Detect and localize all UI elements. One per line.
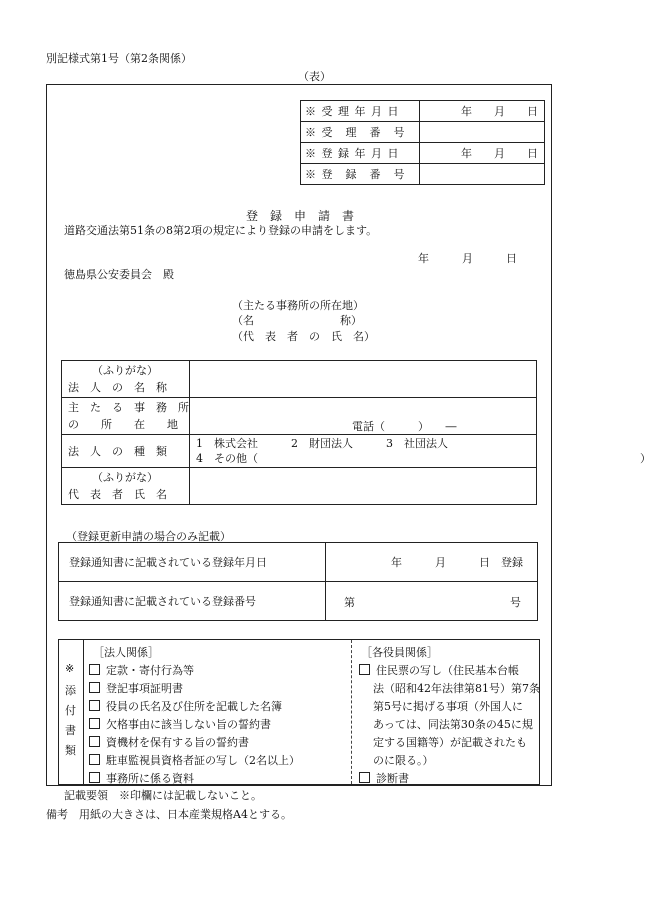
checkbox[interactable] — [89, 700, 100, 711]
application-statement: 道路交通法第51条の8第2項の規定により登録の申請をします。 — [64, 224, 378, 237]
checkbox-label-continued: のに限る。） — [373, 754, 434, 767]
corporation-type-label: 法 人 の 種 類 — [62, 435, 190, 468]
corporation-type-close: ） — [640, 452, 651, 465]
reception-date-field[interactable]: 年 月 日 — [420, 101, 545, 122]
registration-box — [300, 100, 545, 185]
checkbox[interactable] — [89, 754, 100, 765]
checkbox-label: 定款・寄付行為等 — [106, 664, 194, 677]
representative-name-label: 代 表 者 氏 名 — [68, 488, 167, 501]
checkbox-item[interactable] — [89, 752, 300, 768]
checkbox-label: 資機材を保有する旨の誓約書 — [106, 736, 249, 749]
office-address-field[interactable] — [190, 398, 537, 435]
checkbox-label-continued: 定する国籍等）が記載されたも — [373, 736, 527, 749]
checkbox-item[interactable] — [89, 716, 271, 732]
table-row — [62, 398, 537, 435]
attachments-side-char: 類 — [65, 744, 76, 757]
office-address-label-line2: の 所 在 地 — [68, 418, 178, 431]
checkbox[interactable] — [359, 664, 370, 675]
renewal-date-field[interactable]: 年 月 日 登録 — [326, 543, 538, 582]
checkbox[interactable] — [89, 736, 100, 747]
renewal-number-suffix: 号 — [510, 596, 521, 609]
corporation-name-field[interactable] — [190, 361, 537, 398]
corporation-type-options-1: 1 株式会社 2 財団法人 3 社団法人 — [196, 437, 448, 450]
document-title: 登 録 申 請 書 — [246, 209, 355, 223]
registration-row — [301, 143, 545, 164]
applicant-address-label: （主たる事務所の所在地） — [232, 299, 364, 312]
corporation-name-label-cell — [62, 361, 190, 398]
renewal-date-label: 登録通知書に記載されている登録年月日 — [59, 543, 326, 582]
checkbox-item[interactable] — [89, 680, 183, 696]
office-address-label-cell — [62, 398, 190, 435]
reception-number-field[interactable] — [420, 122, 545, 143]
checkbox[interactable] — [89, 664, 100, 675]
office-address-label-line1: 主 た る 事 務 所 — [68, 401, 189, 414]
checkbox-label: 登記事項証明書 — [106, 682, 183, 695]
phone-number-label: 電話（ ） ― — [352, 420, 457, 433]
corporation-name-furigana: （ふりがな） — [92, 364, 158, 377]
table-row — [59, 543, 538, 582]
checkbox-label-continued: あっては、同法第30条の45に規 — [373, 718, 533, 731]
registration-row — [301, 101, 545, 122]
attachments-column-divider — [351, 640, 352, 784]
renewal-number-field[interactable] — [326, 582, 538, 621]
corporation-info-table — [61, 360, 651, 505]
table-row — [62, 435, 537, 468]
registration-date-field[interactable]: 年 月 日 — [420, 143, 545, 164]
checkbox-item[interactable] — [89, 734, 249, 750]
table-row — [62, 361, 537, 398]
corporation-type-field[interactable] — [190, 435, 651, 468]
registration-number-field[interactable] — [420, 164, 545, 185]
applicant-representative-label: （代 表 者 の 氏 名） — [232, 330, 375, 343]
checkbox-label: 事務所に係る資料 — [106, 772, 194, 785]
renewal-number-prefix: 第 — [344, 596, 355, 609]
renewal-table — [58, 542, 538, 621]
checkbox-item[interactable] — [89, 662, 194, 678]
checkbox-label: 住民票の写し（住民基本台帳 — [376, 664, 519, 677]
attachments-side-char: 付 — [65, 704, 76, 717]
checkbox-label: 診断書 — [376, 772, 409, 785]
representative-name-label-cell — [62, 468, 190, 505]
corporation-name-label: 法 人 の 名 称 — [68, 381, 167, 394]
checkbox-item[interactable] — [359, 770, 409, 786]
officer-documents-heading: ［各役員関係］ — [361, 646, 438, 659]
applicant-name-label-right: 称） — [340, 314, 362, 327]
attachments-side-char: 添 — [65, 684, 76, 697]
remark-note: 備考 用紙の大きさは、日本産業規格A4とする。 — [46, 808, 292, 821]
checkbox-item[interactable] — [89, 698, 282, 714]
checkbox-label: 役員の氏名及び住所を記載した名簿 — [106, 700, 282, 713]
table-row — [59, 582, 538, 621]
corporation-type-options-2: 4 その他（ — [196, 452, 258, 465]
checkbox-label: 駐車監視員資格者証の写し（2名以上） — [106, 754, 300, 767]
reception-date-label: ※ 受 理 年 月 日 — [301, 101, 420, 122]
checkbox[interactable] — [89, 718, 100, 729]
registration-row — [301, 122, 545, 143]
representative-name-field[interactable] — [190, 468, 537, 505]
checkbox-item[interactable] — [89, 770, 194, 786]
checkbox-label-continued: 法（昭和42年法律第81号）第7条 — [373, 682, 540, 695]
corporate-documents-heading: ［法人関係］ — [93, 646, 159, 659]
checkbox-label: 欠格事由に該当しない旨の誓約書 — [106, 718, 271, 731]
form-number: 別記様式第1号（第2条関係） — [46, 52, 192, 65]
addressee: 徳島県公安委員会 殿 — [64, 268, 174, 281]
form-side-label: （表） — [298, 70, 331, 83]
checkbox-item[interactable] — [359, 662, 519, 678]
registration-row — [301, 164, 545, 185]
reception-number-label: ※ 受 理 番 号 — [301, 122, 420, 143]
representative-name-furigana: （ふりがな） — [92, 471, 158, 484]
attachments-box — [58, 639, 540, 785]
checkbox[interactable] — [89, 772, 100, 783]
checkbox-label-continued: 第5号に掲げる事項（外国人に — [373, 700, 523, 713]
registration-date-label: ※ 登 録 年 月 日 — [301, 143, 420, 164]
instructions-note: 記載要領 ※印欄には記載しないこと。 — [64, 789, 262, 802]
renewal-number-label: 登録通知書に記載されている登録番号 — [59, 582, 326, 621]
attachments-side-char: 書 — [65, 724, 76, 737]
renewal-heading: （登録更新申請の場合のみ記載） — [66, 530, 231, 543]
checkbox[interactable] — [89, 682, 100, 693]
registration-number-label: ※ 登 録 番 号 — [301, 164, 420, 185]
attachments-side-column — [59, 640, 84, 784]
attachments-side-mark: ※ — [65, 662, 75, 675]
applicant-name-label-left: （名 — [232, 314, 254, 327]
checkbox[interactable] — [359, 772, 370, 783]
application-date: 年 月 日 — [418, 252, 517, 265]
table-row — [62, 468, 537, 505]
